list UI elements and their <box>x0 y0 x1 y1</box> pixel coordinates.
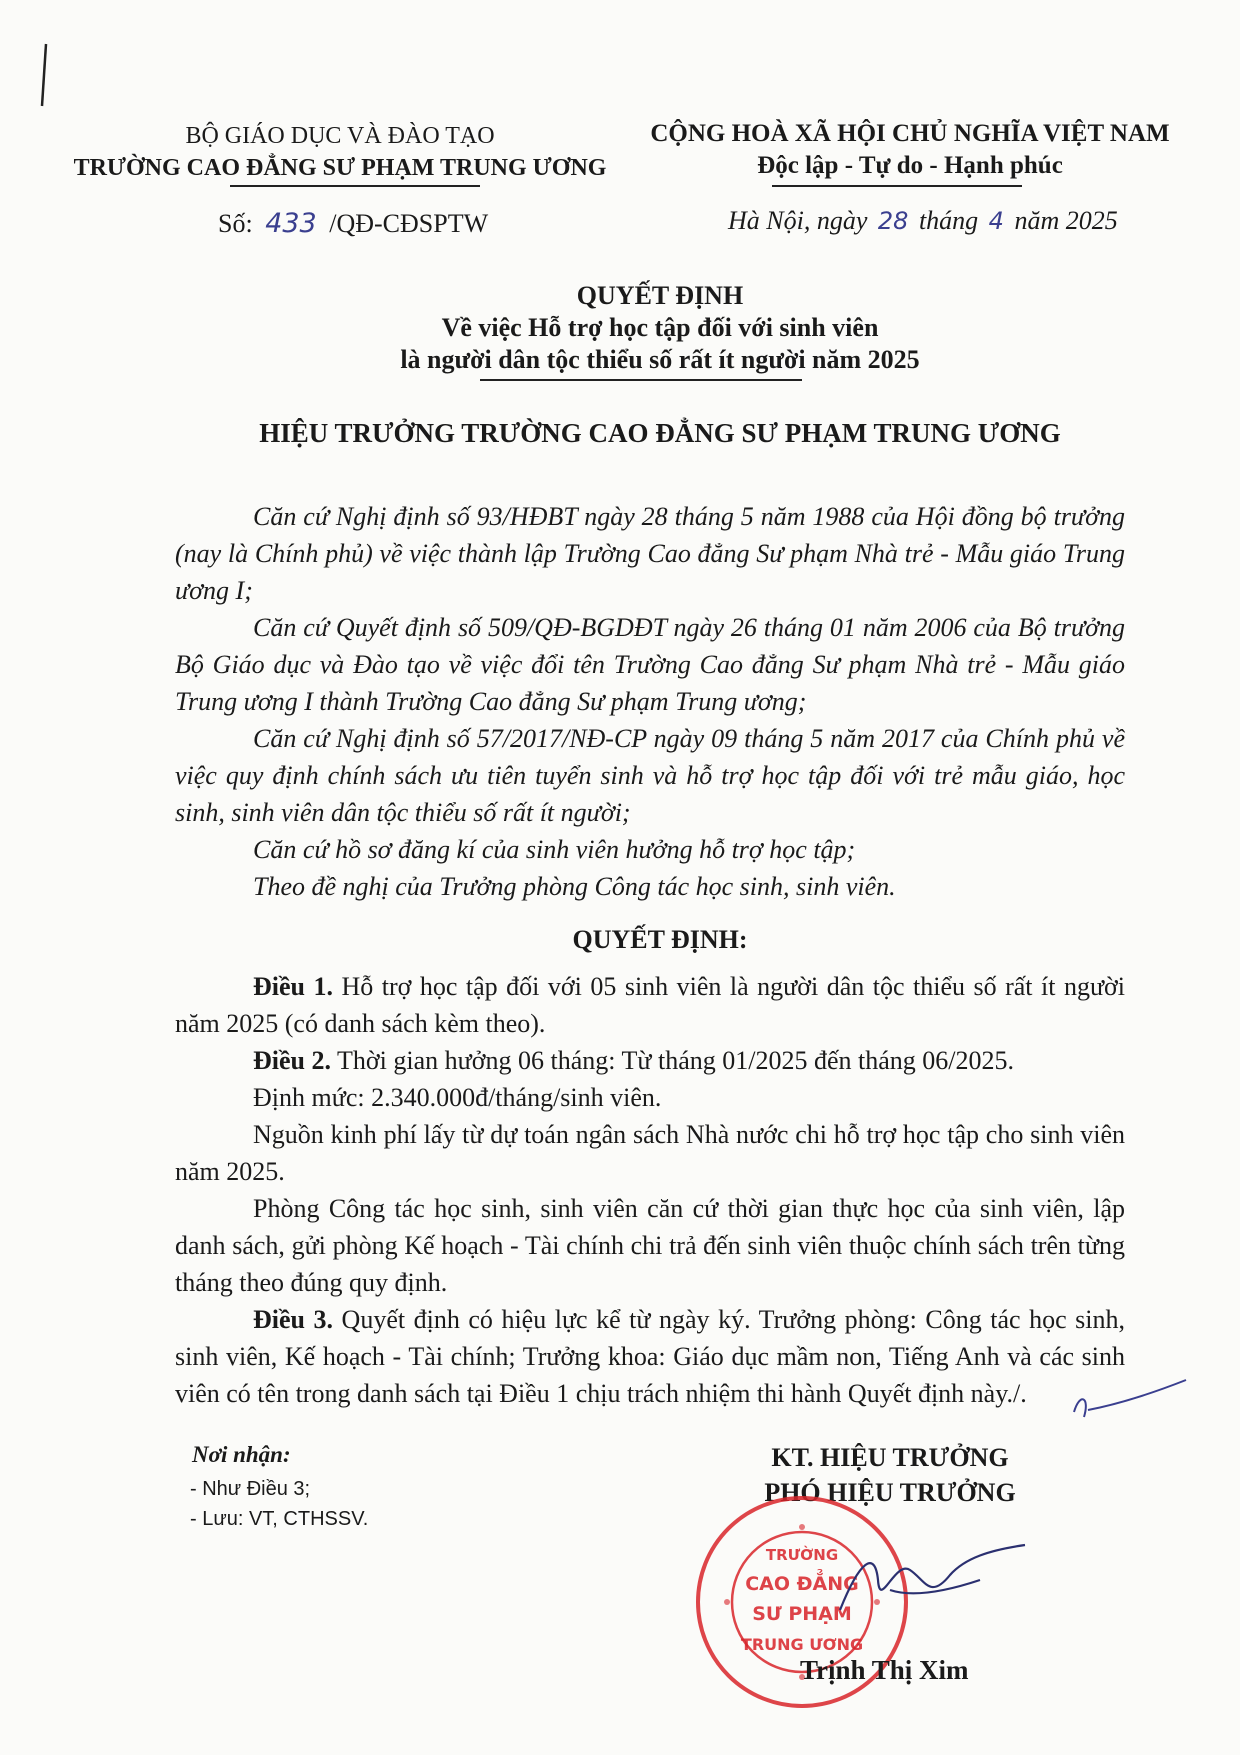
school-name: TRƯỜNG CAO ĐẲNG SƯ PHẠM TRUNG ƯƠNG <box>73 155 607 181</box>
article-3-label: Điều 3. <box>253 1305 334 1334</box>
title-line-1: Về việc Hỗ trợ học tập đối với sinh viên <box>441 313 879 342</box>
decision-heading: QUYẾT ĐỊNH: <box>572 925 748 954</box>
divider <box>230 185 480 187</box>
article-1 <box>175 968 1125 1042</box>
document-number <box>218 208 488 239</box>
article-2-source: Nguồn kinh phí lấy từ dự toán ngân sách Nhà nước chi hỗ trợ học tập cho sinh viên năm 2025. <box>175 1120 1125 1186</box>
national-motto: Độc lập - Tự do - Hạnh phúc <box>757 152 1063 179</box>
title-heading: QUYẾT ĐỊNH <box>576 281 744 310</box>
preamble-2: Căn cứ Quyết định số 509/QĐ-BGDĐT ngày 26 tháng 01 năm 2006 của Bộ trưởng Bộ Giáo dục và Đào tạo về việc đổi tên Trường Cao đẳng Sư phạm Nhà trẻ - Mẫu giáo Trung ương I thành Trường Cao đẳng Sư phạm Trung ương; <box>175 613 1125 716</box>
handwritten-number: 433 <box>265 208 317 239</box>
article-1-text: Hỗ trợ học tập đối với 05 sinh viên là người dân tộc thiểu số rất ít người năm 2025 (có danh sách kèm theo). <box>175 972 1126 1038</box>
document-title <box>60 280 1240 376</box>
ministry-name: BỘ GIÁO DỤC VÀ ĐÀO TẠO <box>185 123 495 149</box>
preamble-5: Theo đề nghị của Trưởng phòng Công tác học sinh, sinh viên. <box>253 872 896 901</box>
stamp-line: TRƯỜNG <box>765 1546 839 1564</box>
handwritten-day: 28 <box>877 207 909 235</box>
article-2-label: Điều 2. <box>253 1046 331 1075</box>
preamble-1: Căn cứ Nghị định số 93/HĐBT ngày 28 tháng 5 năm 1988 của Hội đồng bộ trưởng (nay là Chính phủ) về việc thành lập Trường Cao đẳng Sư phạm Nhà trẻ - Mẫu giáo Trung ương I; <box>175 502 1125 605</box>
stamp-line: CAO ĐẲNG <box>745 1573 859 1595</box>
article-2-office: Phòng Công tác học sinh, sinh viên căn cứ thời gian thực học của sinh viên, lập danh sách, gửi phòng Kế hoạch - Tài chính chi trả đến sinh viên thuộc chính sách trên từng tháng theo đúng quy định. <box>175 1194 1125 1297</box>
divider <box>772 185 1022 187</box>
article-2-text: Thời gian hưởng 06 tháng: Từ tháng 01/2025 đến tháng 06/2025. <box>331 1046 1014 1075</box>
signer-name: Trịnh Thị Xim <box>800 1655 969 1685</box>
preamble-4: Căn cứ hồ sơ đăng kí của sinh viên hưởng hỗ trợ học tập; <box>253 835 856 864</box>
signer-title-2: PHÓ HIỆU TRƯỞNG <box>764 1478 1016 1507</box>
country-name: CỘNG HOÀ XÃ HỘI CHỦ NGHĨA VIỆT NAM <box>650 120 1170 147</box>
issuing-authority: HIỆU TRƯỞNG TRƯỜNG CAO ĐẲNG SƯ PHẠM TRUNG ƯƠNG <box>259 418 1061 448</box>
date-prefix: Hà Nội, ngày <box>728 206 868 235</box>
number-suffix: /QĐ-CĐSPTW <box>329 209 489 238</box>
article-3 <box>175 1301 1125 1412</box>
recipient-item: - Như Điều 3; <box>190 1478 311 1500</box>
article-2-rate: Định mức: 2.340.000đ/tháng/sinh viên. <box>253 1083 662 1112</box>
month-label: tháng <box>918 206 979 235</box>
stamp-line: SƯ PHẠM <box>752 1603 852 1625</box>
year-label: năm 2025 <box>1014 206 1118 235</box>
recipients-title: Nơi nhận: <box>192 1442 291 1467</box>
title-line-2: là người dân tộc thiểu số rất ít người năm 2025 <box>400 345 920 374</box>
handwritten-month: 4 <box>988 207 1004 235</box>
recipient-item: - Lưu: VT, CTHSSV. <box>190 1508 369 1530</box>
signer-title-1: KT. HIỆU TRƯỞNG <box>771 1443 1009 1472</box>
article-2 <box>175 1042 1125 1079</box>
number-prefix: Số: <box>218 209 253 238</box>
national-header <box>630 118 1190 182</box>
issue-date <box>728 206 1118 236</box>
pen-mark <box>30 40 60 110</box>
initial-mark <box>1070 1372 1190 1432</box>
issuer-header <box>60 120 620 184</box>
preamble-3: Căn cứ Nghị định số 57/2017/NĐ-CP ngày 09 tháng 5 năm 2017 của Chính phủ về việc quy định chính sách ưu tiên tuyển sinh và hỗ trợ học tập đối với trẻ mẫu giáo, học sinh, sinh viên dân tộc thiểu số rất ít người; <box>175 724 1125 827</box>
article-3-text: Quyết định có hiệu lực kể từ ngày ký. Trưởng phòng: Công tác học sinh, sinh viên, Kế hoạch - Tài chính; Trưởng khoa: Giáo dục mầm non, Tiếng Anh và các sinh viên có tên trong danh sách tại Điều 1 chịu trách nhiệm thi hành Quyết định này./. <box>175 1305 1125 1408</box>
divider <box>480 379 802 381</box>
stamp-line: TRUNG ƯƠNG <box>740 1635 864 1654</box>
handwritten-signature <box>830 1540 1030 1630</box>
article-1-label: Điều 1. <box>253 972 333 1001</box>
